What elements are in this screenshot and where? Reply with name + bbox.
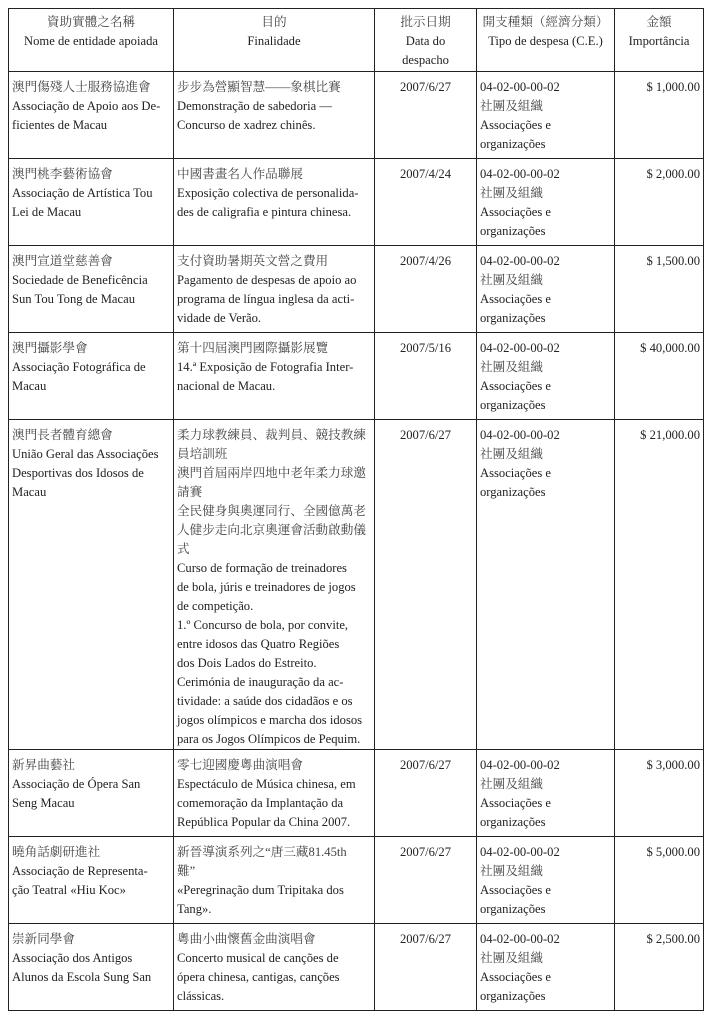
entity-line: Alunos da Escola Sung San [12, 970, 152, 984]
type-line: Associações e [480, 205, 551, 219]
entity-line: 澳門長者體育總會 [12, 428, 113, 442]
purpose-line: dos Dois Lados do Estreito. [177, 656, 317, 670]
header-zh: 資助實體之名稱 [46, 15, 136, 29]
entity-line: Associação de Representa- [12, 864, 148, 878]
purpose-line: para os Jogos Olímpicos de Pequim. [177, 732, 361, 746]
header-pt: Data do [405, 34, 446, 48]
purpose-line: 第十四屆澳門國際攝影展覽 [177, 341, 329, 355]
type-line: organizações [480, 485, 546, 499]
purpose-line: 員培訓班 [177, 447, 228, 461]
column-header-expense-type [477, 9, 615, 72]
entity-line: Lei de Macau [12, 205, 82, 219]
purpose-line: Concurso de xadrez chinês. [177, 118, 316, 132]
header-zh: 開支種類（經濟分類） [482, 15, 609, 29]
type-line: 社團及組織 [480, 360, 543, 374]
header-pt: Finalidade [247, 34, 301, 48]
cell-date: 2007/6/27 [375, 72, 477, 159]
header-zh: 金額 [646, 15, 672, 29]
type-line: 04-02-00-00-02 [480, 341, 560, 355]
type-line: Associações e [480, 118, 551, 132]
entity-line: Macau [12, 485, 47, 499]
entity-line: ção Teatral «Hiu Koc» [12, 883, 126, 897]
entity-line: 澳門桃李藝術協會 [12, 167, 113, 181]
cell-date: 2007/5/16 [375, 333, 477, 420]
cell-entity [9, 72, 174, 159]
purpose-line: Espectáculo de Música chinesa, em [177, 777, 356, 791]
cell-entity [9, 246, 174, 333]
type-line: 社團及組織 [480, 777, 543, 791]
cell-entity [9, 750, 174, 837]
purpose-line: programa de língua inglesa da acti- [177, 292, 355, 306]
cell-date: 2007/6/27 [375, 837, 477, 924]
cell-amount: $ 21,000.00 [615, 420, 704, 750]
type-line: 社團及組織 [480, 951, 543, 965]
type-line: 04-02-00-00-02 [480, 845, 560, 859]
purpose-line: Demonstração de sabedoria — [177, 99, 332, 113]
column-header-entity-name [9, 9, 174, 72]
entity-line: Seng Macau [12, 796, 75, 810]
purpose-line: 柔力球教練員、裁判員、競技教練 [177, 428, 366, 442]
cell-date: 2007/6/27 [375, 924, 477, 1011]
cell-purpose [174, 159, 375, 246]
purpose-line: «Peregrinação dum Tripitaka dos [177, 883, 344, 897]
cell-purpose [174, 72, 375, 159]
purpose-line: 請賽 [177, 485, 203, 499]
type-line: 04-02-00-00-02 [480, 428, 560, 442]
entity-line: 澳門傷殘人士服務協進會 [12, 80, 151, 94]
cell-purpose [174, 924, 375, 1011]
table-row [9, 924, 704, 1011]
cell-entity [9, 333, 174, 420]
table-row [9, 333, 704, 420]
cell-purpose [174, 333, 375, 420]
purpose-line: Tang». [177, 902, 212, 916]
entity-line: Associação dos Antigos [12, 951, 133, 965]
subsidy-table [8, 8, 704, 1011]
purpose-line: comemoração da Implantação da [177, 796, 344, 810]
purpose-line: Pagamento de despesas de apoio ao [177, 273, 357, 287]
purpose-line: Concerto musical de canções de [177, 951, 339, 965]
type-line: 社團及組織 [480, 447, 543, 461]
purpose-line: 中國書畫名人作品聯展 [177, 167, 303, 181]
purpose-line: 澳門首屆兩岸四地中老年柔力球邀 [177, 466, 366, 480]
cell-amount: $ 3,000.00 [615, 750, 704, 837]
cell-type [477, 333, 615, 420]
type-line: 04-02-00-00-02 [480, 758, 560, 772]
cell-type [477, 924, 615, 1011]
entity-line: 新昇曲藝社 [12, 758, 75, 772]
purpose-line: entre idosos das Quatro Regiões [177, 637, 340, 651]
cell-amount: $ 2,000.00 [615, 159, 704, 246]
type-line: 社團及組織 [480, 273, 543, 287]
cell-amount: $ 5,000.00 [615, 837, 704, 924]
column-header-dispatch-date [375, 9, 477, 72]
type-line: Associações e [480, 883, 551, 897]
entity-line: 崇新同學會 [12, 932, 75, 946]
type-line: 04-02-00-00-02 [480, 254, 560, 268]
header-zh: 目的 [261, 15, 287, 29]
purpose-line: Curso de formação de treinadores [177, 561, 347, 575]
type-line: Associações e [480, 970, 551, 984]
purpose-line: tividade: a saúde dos cidadãos e os [177, 694, 353, 708]
cell-amount: $ 1,000.00 [615, 72, 704, 159]
cell-purpose [174, 420, 375, 750]
entity-line: ficientes de Macau [12, 118, 108, 132]
type-line: Associações e [480, 466, 551, 480]
type-line: Associações e [480, 796, 551, 810]
table-row [9, 246, 704, 333]
type-line: 04-02-00-00-02 [480, 80, 560, 94]
purpose-line: Cerimónia de inauguração da ac- [177, 675, 344, 689]
purpose-line: Exposição colectiva de personalida- [177, 186, 359, 200]
table-row [9, 72, 704, 159]
cell-amount: $ 1,500.00 [615, 246, 704, 333]
table-header-row [9, 9, 704, 72]
purpose-line: 支付資助暑期英文營之費用 [177, 254, 329, 268]
cell-entity [9, 924, 174, 1011]
type-line: organizações [480, 989, 546, 1003]
entity-line: Associação de Ópera San [12, 777, 141, 791]
type-line: organizações [480, 224, 546, 238]
cell-type [477, 72, 615, 159]
type-line: organizações [480, 398, 546, 412]
purpose-line: de bola, júris e treinadores de jogos [177, 580, 356, 594]
purpose-line: 新晉導演系列之“唐三藏81.45th [177, 845, 347, 859]
cell-entity [9, 837, 174, 924]
entity-line: União Geral das Associações [12, 447, 159, 461]
table-row [9, 159, 704, 246]
cell-type [477, 159, 615, 246]
purpose-line: 14.ª Exposição de Fotografia Inter- [177, 360, 354, 374]
purpose-line: 1.º Concurso de bola, por convite, [177, 618, 349, 632]
entity-line: 曉角話劇研進社 [12, 845, 101, 859]
header-pt: Importância [628, 34, 690, 48]
entity-line: Sociedade de Beneficência [12, 273, 148, 287]
cell-type [477, 246, 615, 333]
purpose-line: República Popular da China 2007. [177, 815, 351, 829]
purpose-line: ópera chinesa, cantigas, canções [177, 970, 340, 984]
purpose-line: 難” [177, 864, 196, 878]
cell-purpose [174, 837, 375, 924]
type-line: organizações [480, 815, 546, 829]
purpose-line: 粵曲小曲懷舊金曲演唱會 [177, 932, 316, 946]
cell-entity [9, 420, 174, 750]
type-line: Associações e [480, 379, 551, 393]
type-line: 04-02-00-00-02 [480, 932, 560, 946]
purpose-line: nacional de Macau. [177, 379, 276, 393]
purpose-line: 全民健身與奧運同行、全國億萬老 [177, 504, 366, 518]
purpose-line: 式 [177, 542, 190, 556]
table-row [9, 420, 704, 750]
cell-amount: $ 40,000.00 [615, 333, 704, 420]
cell-amount: $ 2,500.00 [615, 924, 704, 1011]
entity-line: 澳門宣道堂慈善會 [12, 254, 113, 268]
cell-type [477, 420, 615, 750]
type-line: Associações e [480, 292, 551, 306]
type-line: 社團及組織 [480, 186, 543, 200]
purpose-line: jogos olímpicos e marcha dos idosos [177, 713, 363, 727]
entity-line: Associação Fotográfica de [12, 360, 146, 374]
type-line: organizações [480, 902, 546, 916]
entity-line: Sun Tou Tong de Macau [12, 292, 135, 306]
header-zh: 批示日期 [400, 15, 451, 29]
cell-purpose [174, 246, 375, 333]
purpose-line: clássicas. [177, 989, 225, 1003]
cell-date: 2007/4/26 [375, 246, 477, 333]
column-header-purpose [174, 9, 375, 72]
purpose-line: 步步為營顯智慧——象棋比賽 [177, 80, 341, 94]
type-line: 社團及組織 [480, 864, 543, 878]
cell-date: 2007/6/27 [375, 750, 477, 837]
type-line: 社團及組織 [480, 99, 543, 113]
entity-line: Associação de Apoio aos De- [12, 99, 161, 113]
purpose-line: de competição. [177, 599, 254, 613]
entity-line: Associação de Artística Tou [12, 186, 153, 200]
entity-line: 澳門攝影學會 [12, 341, 88, 355]
type-line: organizações [480, 137, 546, 151]
purpose-line: 人健步走向北京奧運會活動啟動儀 [177, 523, 366, 537]
header-pt: Tipo de despesa (C.E.) [488, 34, 603, 48]
cell-entity [9, 159, 174, 246]
purpose-line: vidade de Verão. [177, 311, 262, 325]
cell-type [477, 750, 615, 837]
cell-date: 2007/6/27 [375, 420, 477, 750]
header-pt: Nome de entidade apoiada [24, 34, 158, 48]
cell-type [477, 837, 615, 924]
entity-line: Desportivas dos Idosos de [12, 466, 144, 480]
cell-purpose [174, 750, 375, 837]
type-line: 04-02-00-00-02 [480, 167, 560, 181]
table-row [9, 750, 704, 837]
cell-date: 2007/4/24 [375, 159, 477, 246]
header-pt: despacho [402, 53, 449, 67]
purpose-line: des de caligrafia e pintura chinesa. [177, 205, 352, 219]
table-row [9, 837, 704, 924]
purpose-line: 零七迎國慶粵曲演唱會 [177, 758, 303, 772]
column-header-amount [615, 9, 704, 72]
entity-line: Macau [12, 379, 47, 393]
type-line: organizações [480, 311, 546, 325]
